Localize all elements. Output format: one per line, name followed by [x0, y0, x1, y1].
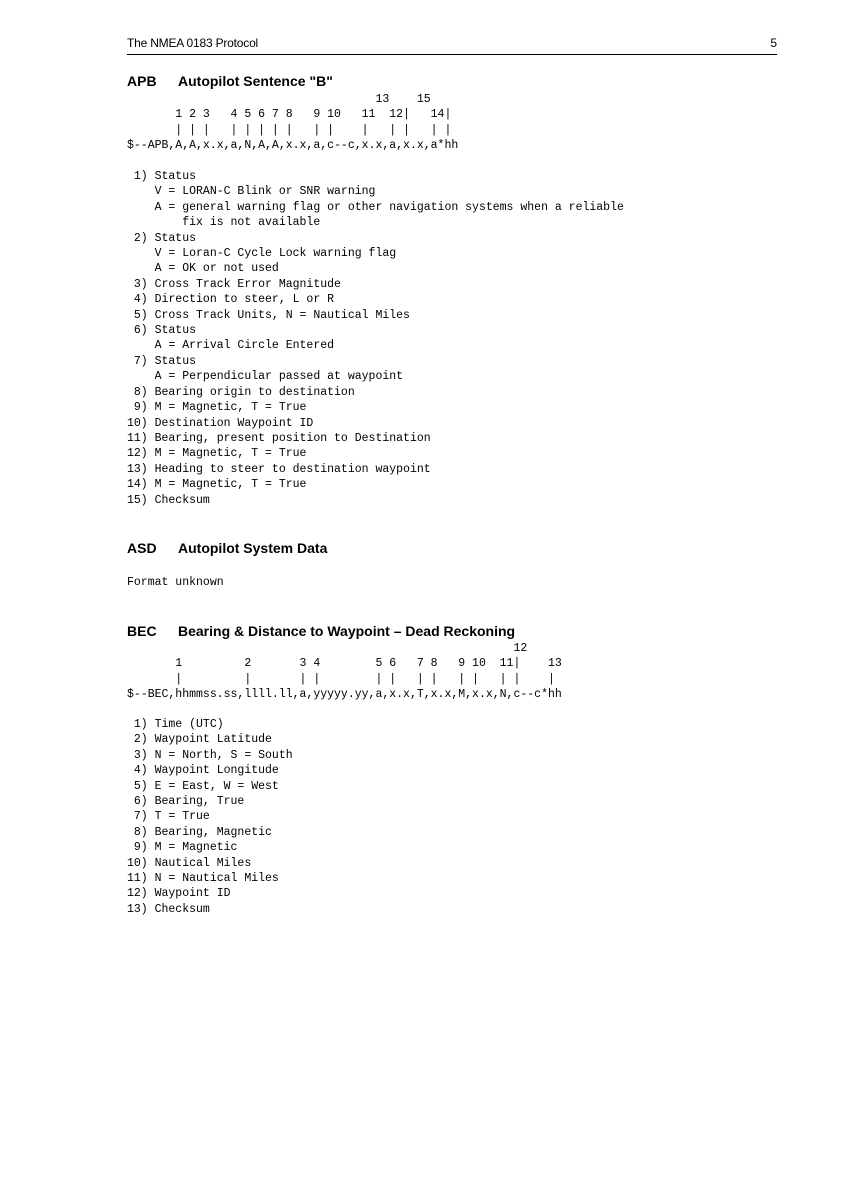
section-heading-apb: [127, 73, 333, 89]
document-title: The NMEA 0183 Protocol: [127, 36, 259, 50]
sentence-code: APB: [127, 73, 157, 89]
sentence-code: BEC: [127, 623, 157, 639]
page-number: 5: [770, 36, 777, 50]
sentence-title: Autopilot System Data: [178, 540, 328, 556]
page-header: [127, 36, 777, 55]
sentence-format-diagram: 12 1 2 3 4 5 6 7 8 9 10 11| 13 | | | | | | | | | | | | | $--BEC,hhmmss.ss,llll.ll,a,yyyyy.yy,a,x.x,T,x.x,M,x.x,N,c--c*hh: [127, 642, 562, 702]
field-descriptions: 1) Status V = LORAN-C Blink or SNR warning A = general warning flag or other navigation systems when a reliable fix is not available 2) Status V = Loran-C Cycle Lock warning flag A = OK or not used 3) Cross Track Error Magnitude 4) Direction to steer, L or R 5) Cross Track Units, N = Nautical Miles 6) Status A = Arrival Circle Entered 7) Status A = Perpendicular passed at waypoint 8) Bearing origin to destination 9) M = Magnetic, T = True 10) Destination Waypoint ID 11) Bearing, present position to Destination 12) M = Magnetic, T = True 13) Heading to steer to destination waypoint 14) M = Magnetic, T = True 15) Checksum: [127, 170, 624, 507]
section-body-text: Format unknown: [127, 576, 224, 589]
section-heading-bec: [127, 623, 515, 639]
sentence-code: ASD: [127, 540, 157, 556]
sentence-format-diagram: 13 15 1 2 3 4 5 6 7 8 9 10 11 12| 14| | | | | | | | | | | | | | | | $--APB,A,A,x.x,a,N,A,A,x.x,a,c--c,x.x,a,x.x,a*hh: [127, 93, 459, 153]
sentence-title: Autopilot Sentence "B": [178, 73, 333, 89]
field-descriptions: 1) Time (UTC) 2) Waypoint Latitude 3) N = North, S = South 4) Waypoint Longitude 5) E = East, W = West 6) Bearing, True 7) T = True 8) Bearing, Magnetic 9) M = Magnetic 10) Nautical Miles 11) N = Nautical Miles 12) Waypoint ID 13) Checksum: [127, 718, 293, 916]
section-heading-asd: [127, 540, 327, 556]
sentence-title: Bearing & Distance to Waypoint – Dead Reckoning: [178, 623, 516, 639]
